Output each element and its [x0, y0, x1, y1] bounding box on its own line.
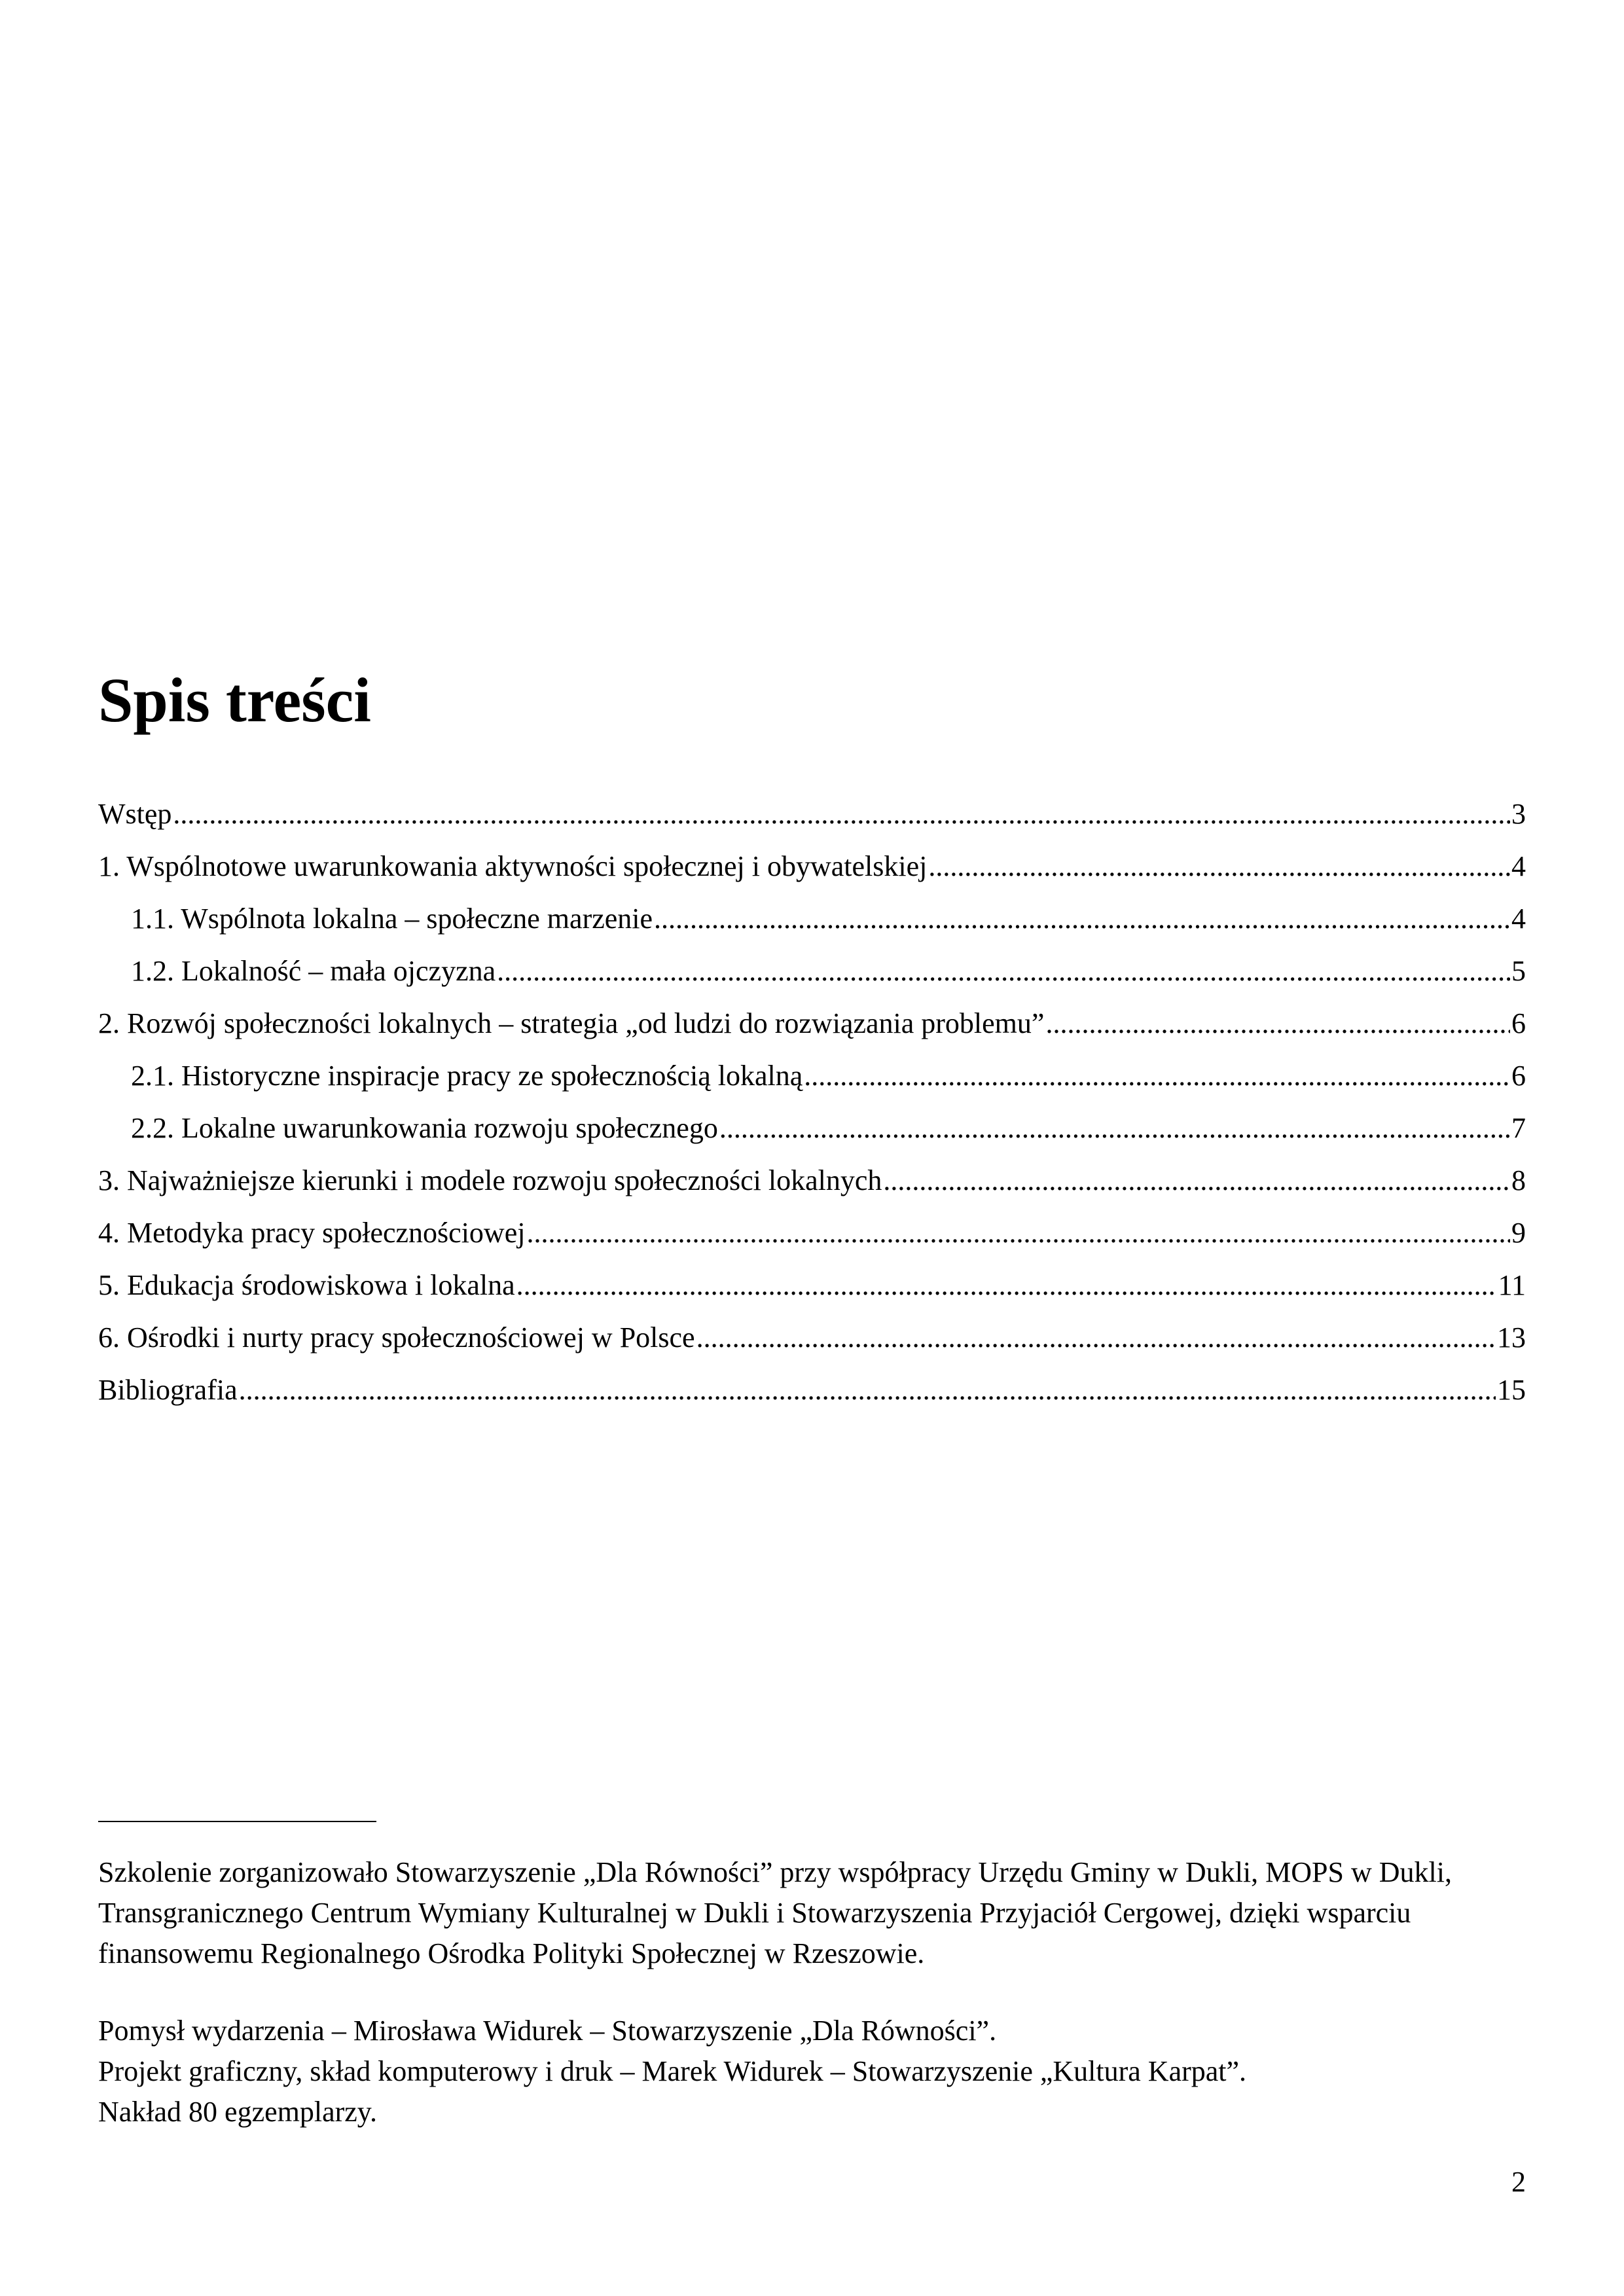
- toc-dot-leader: [719, 1102, 1510, 1155]
- toc-entry-label: 2. Rozwój społeczności lokalnych – strategia „od ludzi do rozwiązania problemu”: [98, 1007, 1045, 1039]
- toc-entry-page: 13: [1497, 1321, 1526, 1354]
- toc-entry-chapter-6[interactable]: [98, 1312, 1526, 1364]
- toc-entry-page: 4: [1511, 903, 1526, 935]
- toc-entry-label: Bibliografia: [98, 1374, 238, 1406]
- toc-entry-page: 15: [1497, 1374, 1526, 1406]
- table-of-contents: [98, 788, 1526, 1416]
- toc-entry-page: 5: [1511, 955, 1526, 987]
- toc-entry-introduction[interactable]: [98, 788, 1526, 840]
- toc-entry-bibliography[interactable]: [98, 1364, 1526, 1416]
- toc-dot-leader: [1045, 997, 1510, 1050]
- toc-dot-leader: [804, 1050, 1510, 1102]
- toc-entry-page: 3: [1511, 798, 1526, 830]
- toc-entry-chapter-5[interactable]: [98, 1259, 1526, 1312]
- toc-dot-leader: [239, 1364, 1496, 1416]
- toc-title: Spis treści: [98, 665, 371, 735]
- toc-entry-page: 7: [1511, 1112, 1526, 1144]
- toc-entry-chapter-2[interactable]: [98, 997, 1526, 1050]
- paragraph-spacer: [98, 1974, 1526, 2011]
- toc-entry-label: 4. Metodyka pracy społecznościowej: [98, 1217, 526, 1249]
- toc-entry-chapter-3[interactable]: [98, 1155, 1526, 1207]
- footnote-divider: [98, 1821, 376, 1822]
- toc-dot-leader: [497, 945, 1510, 997]
- toc-entry-label: 5. Edukacja środowiskowa i lokalna: [98, 1269, 515, 1301]
- toc-entry-chapter-1[interactable]: [98, 840, 1526, 893]
- toc-entry-section-1-2[interactable]: [98, 945, 1526, 997]
- toc-entry-label: 1. Wspólnotowe uwarunkowania aktywności społecznej i obywatelskiej: [98, 850, 928, 882]
- toc-entry-label: 6. Ośrodki i nurty pracy społecznościowej w Polsce: [98, 1321, 695, 1354]
- print-run-note: Nakład 80 egzemplarzy.: [98, 2096, 377, 2128]
- toc-entry-page: 8: [1511, 1164, 1526, 1196]
- toc-dot-leader: [654, 893, 1510, 945]
- organizer-paragraph: Szkolenie zorganizowało Stowarzyszenie „Dla Równości” przy współpracy Urzędu Gminy w Dukli, MOPS w Dukli, Transgranicznego Centrum Wymiany Kulturalnej w Dukli i Stowarzyszenia Przyjaciół Cergowej, dzięki wsparciu finansowemu Regionalnego Ośrodka Polityki Społecznej w Rzeszowie.: [98, 1856, 1452, 1969]
- toc-entry-section-2-1[interactable]: [98, 1050, 1526, 1102]
- toc-entry-label: 2.1. Historyczne inspiracje pracy ze społecznością lokalną: [131, 1060, 803, 1092]
- toc-entry-chapter-4[interactable]: [98, 1207, 1526, 1259]
- toc-entry-label: 2.2. Lokalne uwarunkowania rozwoju społecznego: [131, 1112, 718, 1144]
- event-idea-credit: Pomysł wydarzenia – Mirosława Widurek – Stowarzyszenie „Dla Równości”.: [98, 2015, 997, 2047]
- toc-entry-section-1-1[interactable]: [98, 893, 1526, 945]
- toc-entry-label: 1.1. Wspólnota lokalna – społeczne marzenie: [131, 903, 653, 935]
- toc-entry-page: 9: [1511, 1217, 1526, 1249]
- design-credit: Projekt graficzny, skład komputerowy i druk – Marek Widurek – Stowarzyszenie „Kultura Karpat”.: [98, 2055, 1247, 2087]
- toc-dot-leader: [526, 1207, 1510, 1259]
- toc-entry-label: 3. Najważniejsze kierunki i modele rozwoju społeczności lokalnych: [98, 1164, 882, 1196]
- credits-section: [98, 1852, 1526, 2132]
- toc-dot-leader: [696, 1312, 1496, 1364]
- toc-entry-section-2-2[interactable]: [98, 1102, 1526, 1155]
- toc-dot-leader: [928, 840, 1510, 893]
- toc-entry-page: 11: [1498, 1269, 1526, 1301]
- toc-entry-page: 6: [1511, 1060, 1526, 1092]
- toc-entry-page: 6: [1511, 1007, 1526, 1039]
- toc-dot-leader: [516, 1259, 1497, 1312]
- toc-dot-leader: [883, 1155, 1510, 1207]
- page-number: 2: [1511, 2166, 1526, 2198]
- toc-entry-page: 4: [1511, 850, 1526, 882]
- toc-entry-label: Wstęp: [98, 798, 172, 830]
- toc-dot-leader: [173, 788, 1510, 840]
- toc-entry-label: 1.2. Lokalność – mała ojczyzna: [131, 955, 496, 987]
